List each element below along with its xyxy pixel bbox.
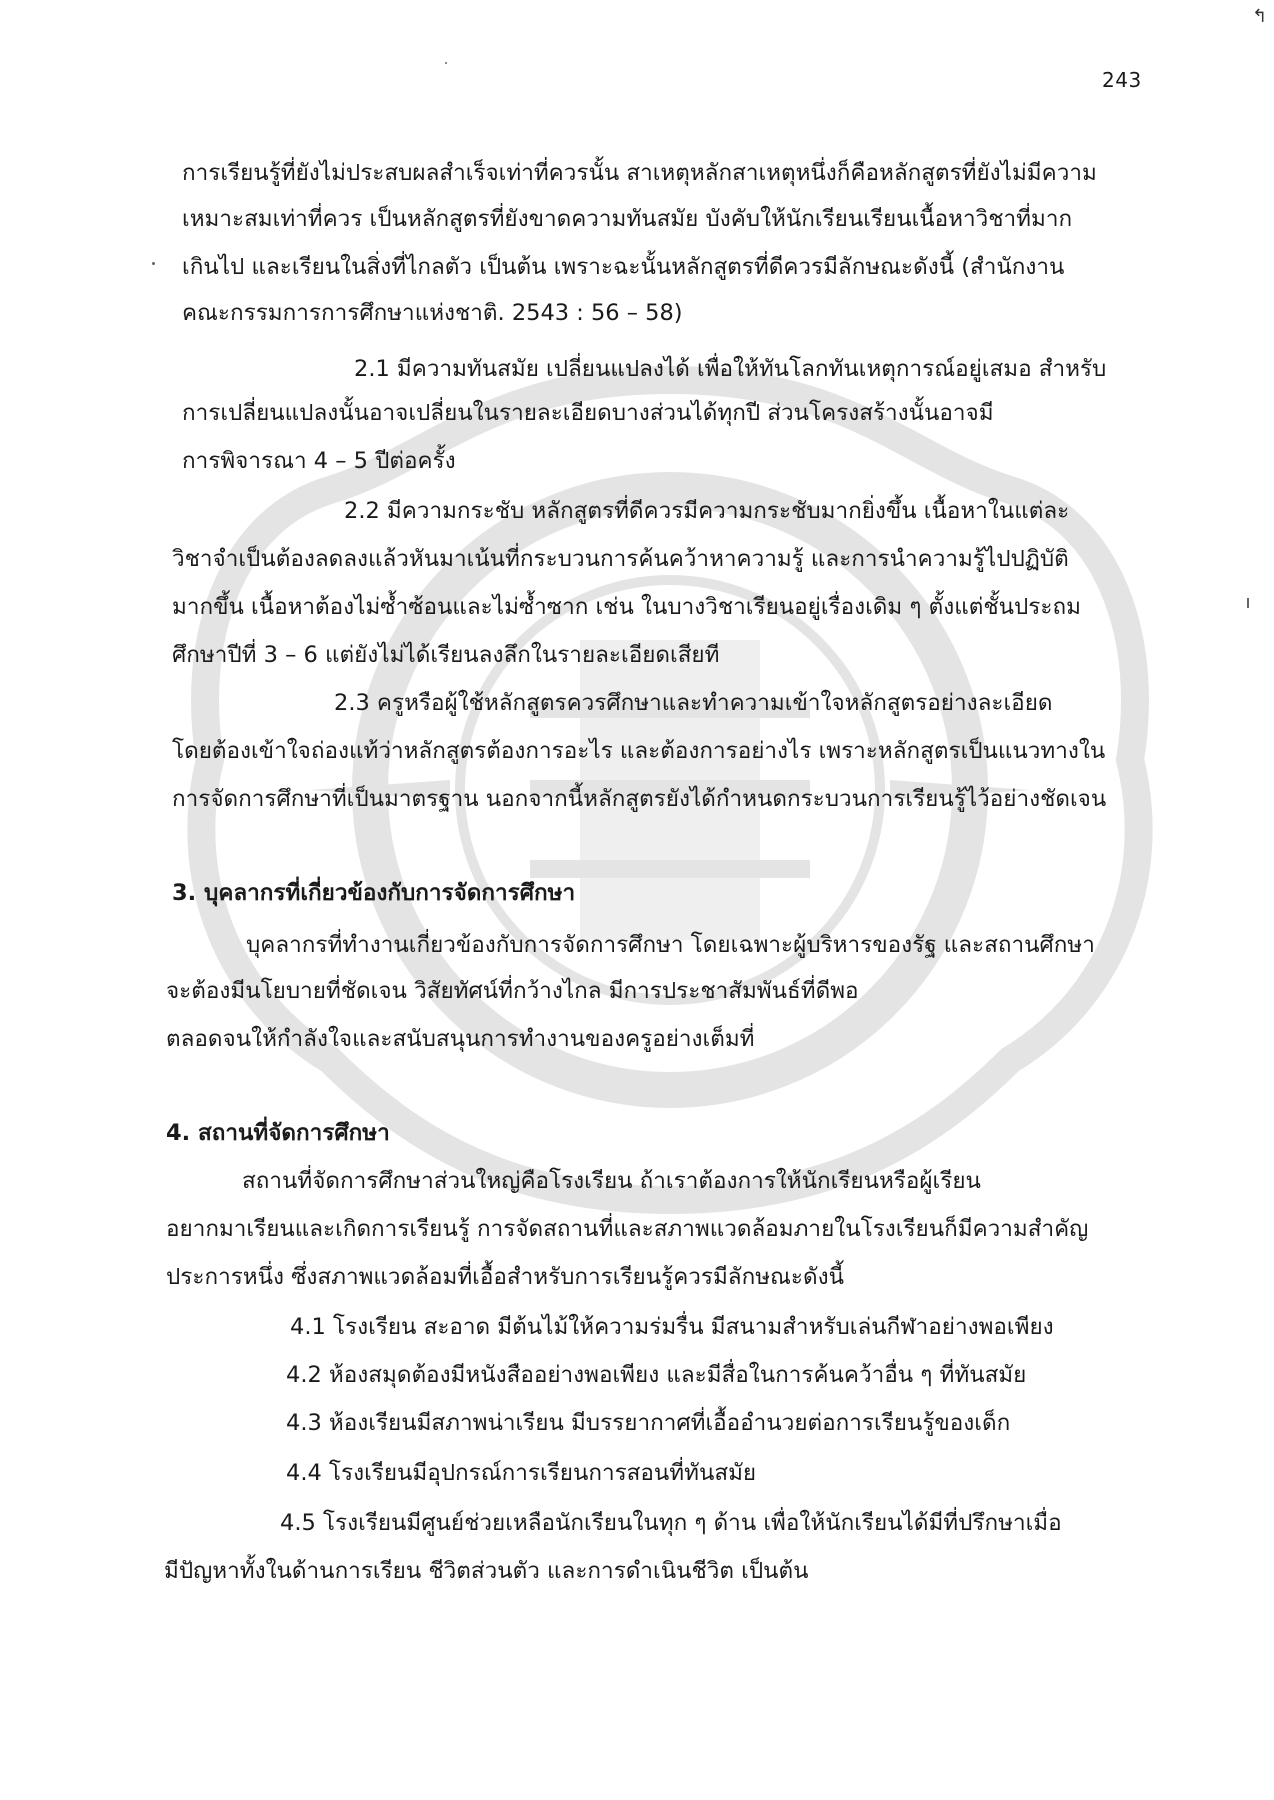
item-2-1-line: การเปลี่ยนแปลงนั้นอาจเปลี่ยนในรายละเอียดบางส่วนได้ทุกปี ส่วนโครงสร้างนั้นอาจมี xyxy=(182,400,994,426)
section-4-item: 4.5 โรงเรียนมีศูนย์ช่วยเหลือนักเรียนในทุก ๆ ด้าน เพื่อให้นักเรียนได้มีที่ปรึกษาเมื่อ xyxy=(280,1510,1062,1536)
item-2-2-line: 2.2 มีความกระชับ หลักสูตรที่ดีควรมีความกระชับมากยิ่งขึ้น เนื้อหาในแต่ละ xyxy=(344,498,1070,524)
item-2-2-line: วิชาจำเป็นต้องลดลงแล้วหันมาเน้นที่กระบวนการค้นคว้าหาความรู้ และการนำความรู้ไปปฏิบัติ xyxy=(172,546,1069,572)
scan-speck xyxy=(152,262,155,265)
section-4-line: สถานที่จัดการศึกษาส่วนใหญ่คือโรงเรียน ถ้าเราต้องการให้นักเรียนหรือผู้เรียน xyxy=(242,1168,981,1194)
item-2-2-line: ศึกษาปีที่ 3 – 6 แต่ยังไม่ได้เรียนลงลึกในรายละเอียดเสียที xyxy=(172,642,720,668)
section-3-line: จะต้องมีนโยบายที่ชัดเจน วิสัยทัศน์ที่กว้างไกล มีการประชาสัมพันธ์ที่ดีพอ xyxy=(166,978,859,1004)
section-4-line: อยากมาเรียนและเกิดการเรียนรู้ การจัดสถานที่และสภาพแวดล้อมภายในโรงเรียนก็มีความสำคัญ xyxy=(166,1216,1089,1242)
intro-line: การเรียนรู้ที่ยังไม่ประสบผลสำเร็จเท่าที่ควรนั้น สาเหตุหลักสาเหตุหนึ่งก็คือหลักสูตรที่ยังไม่มีความ xyxy=(182,160,1097,186)
item-2-1-line: การพิจารณา 4 – 5 ปีต่อครั้ง xyxy=(182,448,456,474)
intro-line: คณะกรรมการการศึกษาแห่งชาติ. 2543 : 56 – 58) xyxy=(182,300,683,326)
item-2-3-line: การจัดการศึกษาที่เป็นมาตรฐาน นอกจากนี้หลักสูตรยังได้กำหนดกระบวนการเรียนรู้ไว้อย่างชัดเจน xyxy=(172,786,1107,812)
item-2-3-line: โดยต้องเข้าใจถ่องแท้ว่าหลักสูตรต้องการอะไร และต้องการอย่างไร เพราะหลักสูตรเป็นแนวทางใน xyxy=(172,738,1106,764)
section-4-item: 4.1 โรงเรียน สะอาด มีต้นไม้ให้ความร่มรื่น มีสนามสำหรับเล่นกีฬาอย่างพอเพียง xyxy=(290,1314,1054,1340)
section-3-line: บุคลากรที่ทำงานเกี่ยวข้องกับการจัดการศึกษา โดยเฉพาะผู้บริหารของรัฐ และสถานศึกษา xyxy=(246,932,1095,958)
scan-speck xyxy=(445,62,447,64)
section-4-heading: 4. สถานที่จัดการศึกษา xyxy=(166,1120,390,1146)
intro-line: เกินไป และเรียนในสิ่งที่ไกลตัว เป็นต้น เพราะฉะนั้นหลักสูตรที่ดีควรมีลักษณะดังนี้ (สำนักงาน xyxy=(182,254,1065,280)
section-4-item: มีปัญหาทั้งในด้านการเรียน ชีวิตส่วนตัว และการดำเนินชีวิต เป็นต้น xyxy=(164,1558,809,1584)
page-number: 243 xyxy=(1102,68,1142,92)
section-4-item: 4.3 ห้องเรียนมีสภาพน่าเรียน มีบรรยากาศที่เอื้ออำนวยต่อการเรียนรู้ของเด็ก xyxy=(286,1410,1011,1436)
section-3-line: ตลอดจนให้กำลังใจและสนับสนุนการทำงานของครูอย่างเต็มที่ xyxy=(166,1026,755,1052)
section-4-item: 4.2 ห้องสมุดต้องมีหนังสืออย่างพอเพียง และมีสื่อในการค้นคว้าอื่น ๆ ที่ทันสมัย xyxy=(286,1362,1027,1388)
section-4-line: ประการหนึ่ง ซึ่งสภาพแวดล้อมที่เอื้อสำหรับการเรียนรู้ควรมีลักษณะดังนี้ xyxy=(166,1264,844,1290)
scan-corner-mark: ↰ xyxy=(1252,6,1268,27)
item-2-1-line: 2.1 มีความทันสมัย เปลี่ยนแปลงได้ เพื่อให้ทันโลกทันเหตุการณ์อยู่เสมอ สำหรับ xyxy=(354,356,1107,382)
item-2-2-line: มากขึ้น เนื้อหาต้องไม่ซ้ำซ้อนและไม่ซ้ำซาก เช่น ในบางวิชาเรียนอยู่เรื่องเดิม ๆ ตั้งแต่ชั้นประถม xyxy=(172,594,1081,620)
item-2-3-line: 2.3 ครูหรือผู้ใช้หลักสูตรควรศึกษาและทำความเข้าใจหลักสูตรอย่างละเอียด xyxy=(334,690,1053,716)
section-3-heading: 3. บุคลากรที่เกี่ยวข้องกับการจัดการศึกษา xyxy=(172,880,576,906)
section-4-item: 4.4 โรงเรียนมีอุปกรณ์การเรียนการสอนที่ทันสมัย xyxy=(286,1460,757,1486)
scan-speck xyxy=(1247,598,1249,608)
intro-line: เหมาะสมเท่าที่ควร เป็นหลักสูตรที่ยังขาดความทันสมัย บังคับให้นักเรียนเรียนเนื้อหาวิชาที่มาก xyxy=(182,206,1073,232)
